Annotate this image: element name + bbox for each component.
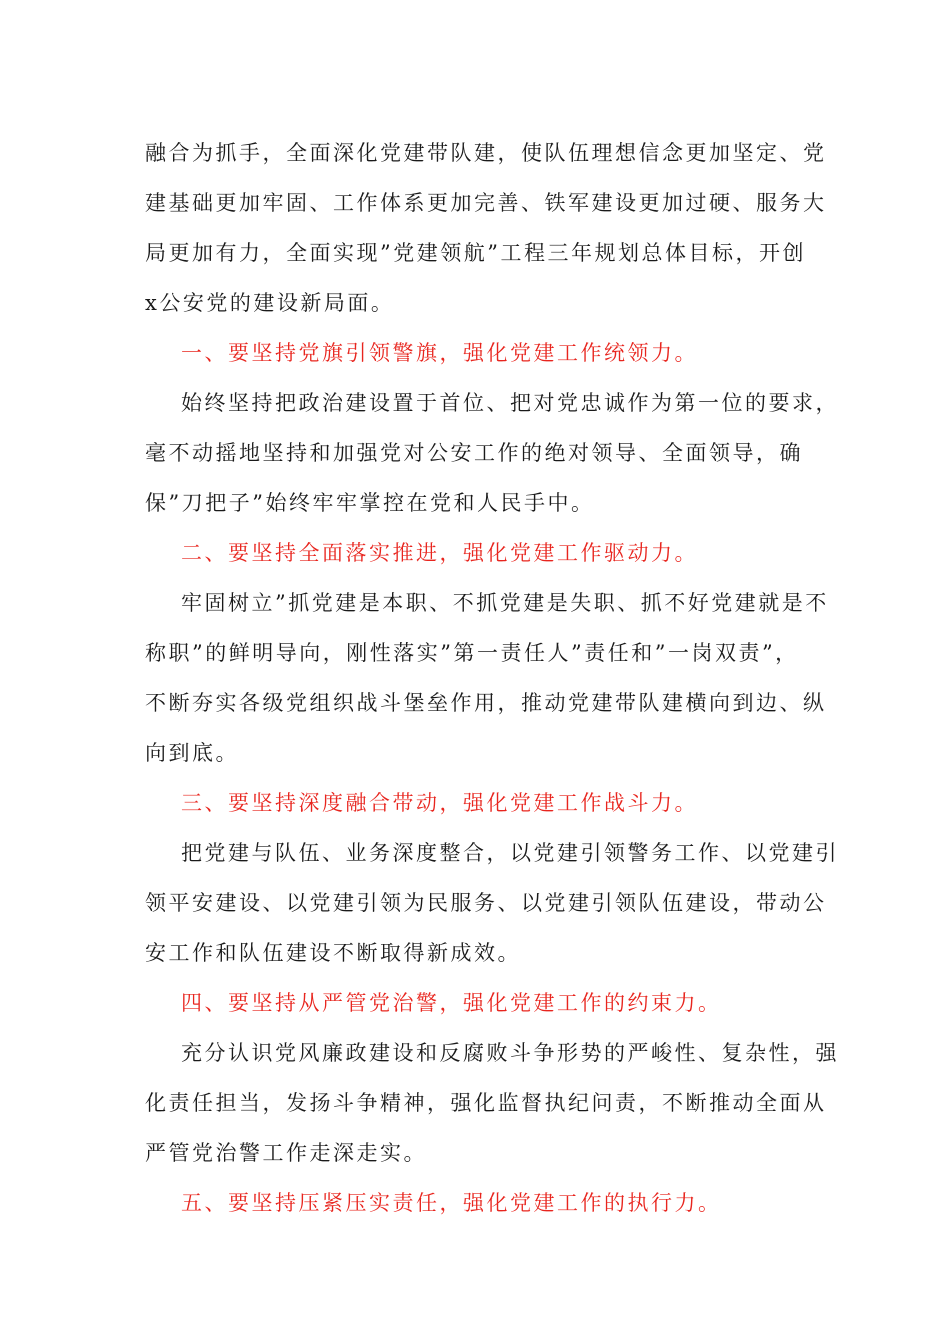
paragraph xyxy=(145,578,829,778)
section-heading-5: 五、要坚持压紧压实责任，强化党建工作的执行力。 xyxy=(181,1191,722,1215)
text-line: 建基础更加牢固、工作体系更加完善、铁军建设更加过硬、服务大 xyxy=(145,191,827,215)
text-line: 牢固树立”抓党建是本职、不抓党建是失职、抓不好党建就是不 xyxy=(181,591,829,615)
text-line: 局更加有力，全面实现”党建领航”工程三年规划总体目标，开创 xyxy=(145,241,806,265)
document-page xyxy=(145,128,839,1228)
paragraph xyxy=(145,1028,839,1178)
text-line: 向到底。 xyxy=(145,741,239,765)
text-line: 严管党治警工作走深走实。 xyxy=(145,1141,427,1165)
paragraph xyxy=(145,828,839,978)
text-line: 把党建与队伍、业务深度整合，以党建引领警务工作、以党建引 xyxy=(181,841,839,865)
paragraph xyxy=(145,128,827,328)
text-line: 不断夯实各级党组织战斗堡垒作用，推动党建带队建横向到边、纵 xyxy=(145,691,827,715)
text-line: 领平安建设、以党建引领为民服务、以党建引领队伍建设，带动公 xyxy=(145,891,827,915)
text-line: 化责任担当，发扬斗争精神，强化监督执纪问责，不断推动全面从 xyxy=(145,1091,827,1115)
section-heading-2: 二、要坚持全面落实推进，强化党建工作驱动力。 xyxy=(181,541,698,565)
paragraph xyxy=(145,378,839,528)
text-line: 称职”的鲜明导向，刚性落实”第一责任人”责任和”一岗双责”， xyxy=(145,641,799,665)
text-line: 毫不动摇地坚持和加强党对公安工作的绝对领导、全面领导，确 xyxy=(145,441,803,465)
text-line: x公安党的建设新局面。 xyxy=(145,291,395,315)
text-line: 保”刀把子”始终牢牢掌控在党和人民手中。 xyxy=(145,491,595,515)
section-heading-3: 三、要坚持深度融合带动，强化党建工作战斗力。 xyxy=(181,791,698,815)
text-line: 融合为抓手，全面深化党建带队建，使队伍理想信念更加坚定、党 xyxy=(145,141,827,165)
text-line: 充分认识党风廉政建设和反腐败斗争形势的严峻性、复杂性，强 xyxy=(181,1041,839,1065)
text-line: 始终坚持把政治建设置于首位、把对党忠诚作为第一位的要求， xyxy=(181,391,839,415)
section-heading-4: 四、要坚持从严管党治警，强化党建工作的约束力。 xyxy=(181,991,722,1015)
text-line: 安工作和队伍建设不断取得新成效。 xyxy=(145,941,521,965)
section-heading-1: 一、要坚持党旗引领警旗，强化党建工作统领力。 xyxy=(181,341,698,365)
